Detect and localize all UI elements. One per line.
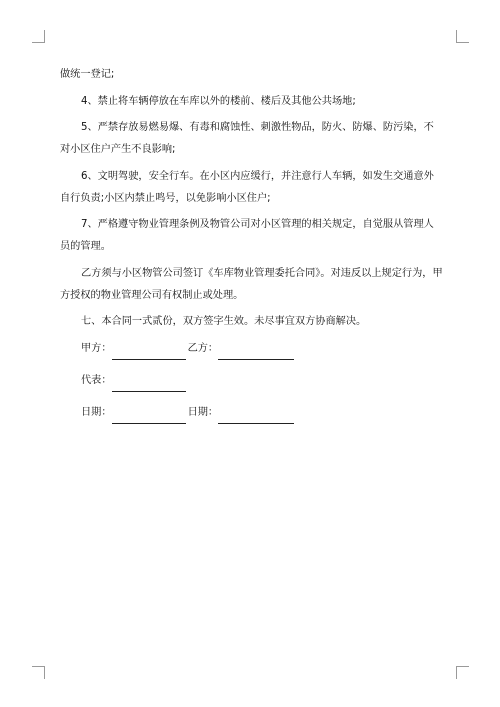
representative-signature-field[interactable] — [112, 377, 186, 392]
party-b-signature-field[interactable] — [218, 345, 294, 360]
paragraph-contract-requirement: 乙方须与小区物管公司签订《车库物业管理委托合同》。对违反以上规定行为，甲方授权的物业管理公司有权制止或处理。 — [60, 267, 443, 301]
date-b-field[interactable] — [218, 409, 294, 424]
party-a-label: 甲方： — [81, 342, 112, 354]
paragraph-item-7: 7、严格遵守物业管理条例及物管公司对小区管理的相关规定，自觉服从管理人员的管理。 — [60, 219, 434, 252]
paragraph-continuation: 做统一登记; — [60, 69, 115, 80]
signature-parties-line — [60, 338, 444, 360]
document-body — [60, 64, 444, 434]
crop-mark-bottom-left — [32, 666, 45, 679]
signature-dates-line — [60, 402, 444, 424]
date-b-label: 日期： — [187, 406, 219, 418]
date-a-label: 日期： — [81, 406, 112, 418]
paragraph-item-5: 5、严禁存放易燃易爆、有毒和腐蚀性、刺激性物品，防火、防爆、防污染，不对小区住户产生不良影响; — [60, 122, 434, 155]
paragraph-clause-seven: 七、本合同一式贰份，双方签字生效。未尽事宜双方协商解决。 — [81, 316, 367, 327]
paragraph-item-4: 4、禁止将车辆停放在车库以外的楼前、楼后及其他公共场地; — [81, 95, 356, 107]
crop-mark-bottom-right — [456, 666, 469, 679]
crop-mark-top-right — [456, 30, 469, 43]
signature-representative-line — [60, 370, 444, 392]
paragraph-item-6: 6、文明驾驶，安全行车。在小区内应缓行，并注意行人车辆，如发生交通意外自行负责;小区内禁止鸣号，以免影响小区住户; — [60, 170, 434, 204]
date-a-field[interactable] — [112, 409, 186, 424]
party-a-signature-field[interactable] — [112, 345, 186, 360]
crop-mark-top-left — [32, 30, 45, 43]
party-b-label: 乙方： — [187, 342, 219, 354]
representative-label: 代表： — [81, 374, 112, 386]
